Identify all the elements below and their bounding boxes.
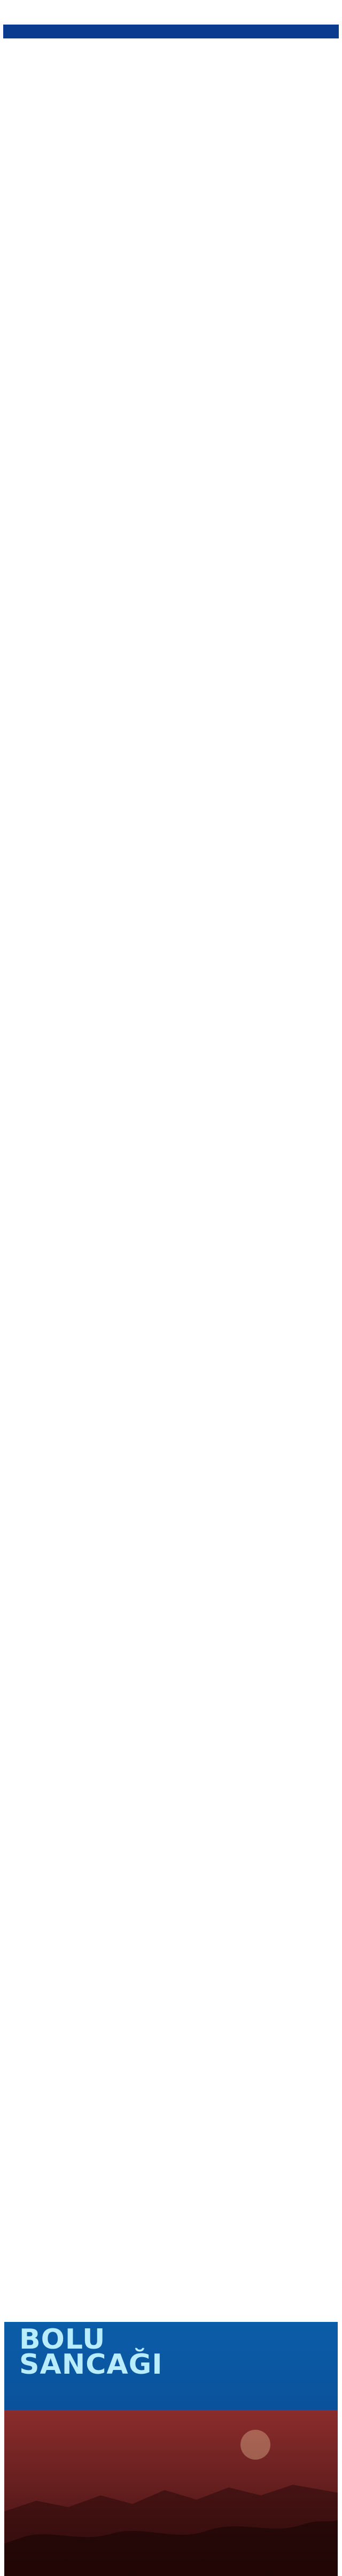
document <box>3 0 339 38</box>
cover-title: BOLU SANCAĞI <box>19 2324 163 2381</box>
cover-illustration <box>4 2410 338 2576</box>
links-section <box>3 6 339 13</box>
book-cover <box>4 2322 338 2576</box>
blue-note-box <box>3 25 339 38</box>
intro-section <box>3 0 339 6</box>
body-sections <box>3 13 339 19</box>
